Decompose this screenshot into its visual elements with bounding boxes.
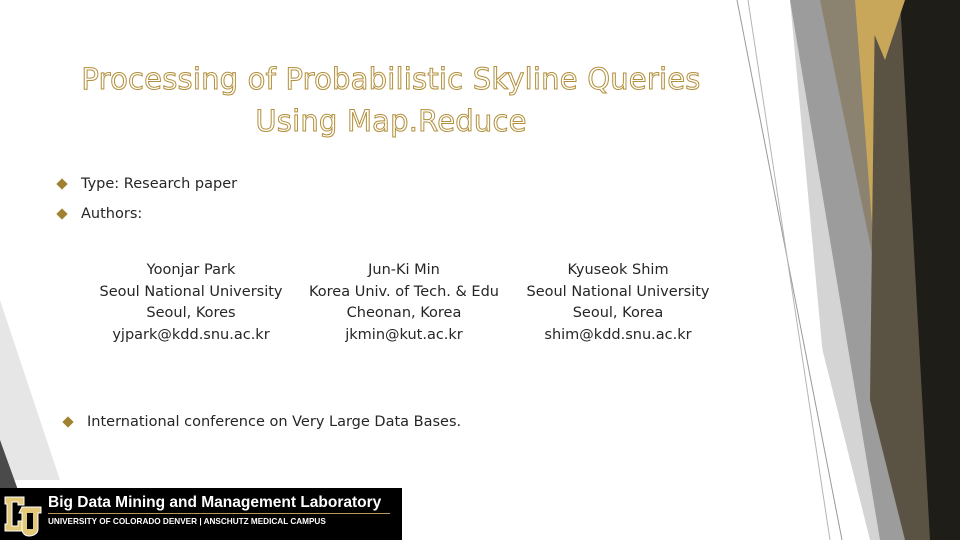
- author-location: Seoul, Kores: [146, 305, 236, 321]
- cu-logo-icon: [2, 491, 44, 537]
- author-block: [503, 260, 733, 346]
- author-affiliation: Korea Univ. of Tech. & Edu: [309, 283, 499, 300]
- author-name: Jun-Ki Min: [368, 262, 440, 278]
- bullet-type: [58, 176, 237, 192]
- author-name: Yoonjar Park: [146, 262, 236, 278]
- author-affiliation: Seoul National University: [99, 283, 283, 300]
- author-block: [289, 260, 519, 346]
- university-name: UNIVERSITY OF COLORADO DENVER | ANSCHUTZ MEDICAL CAMPUS: [48, 517, 326, 526]
- author-block: [76, 260, 306, 346]
- bullet-authors: [58, 206, 142, 222]
- diamond-bullet-icon: [56, 178, 67, 189]
- slide-title: [40, 58, 742, 142]
- lab-logo-banner: [0, 488, 402, 540]
- title-line-2: Using Map.Reduce: [255, 104, 527, 138]
- author-email: shim@kdd.snu.ac.kr: [544, 326, 692, 343]
- author-location: Cheonan, Korea: [346, 305, 462, 321]
- left-gray-shard: [0, 300, 60, 480]
- bullet-authors-text: Authors:: [81, 206, 143, 222]
- diamond-bullet-icon: [56, 208, 67, 219]
- author-name: Kyuseok Shim: [567, 262, 669, 278]
- author-location: Seoul, Korea: [572, 305, 664, 321]
- author-email: jkmin@kut.ac.kr: [345, 326, 463, 343]
- bullet-venue: [64, 414, 461, 430]
- author-affiliation: Seoul National University: [526, 283, 710, 300]
- lab-divider: [48, 513, 390, 514]
- diamond-bullet-icon: [62, 416, 73, 427]
- lab-name: Big Data Mining and Management Laboratory: [48, 494, 382, 511]
- author-email: yjpark@kdd.snu.ac.kr: [112, 326, 270, 343]
- bullet-type-text: Type: Research paper: [81, 176, 238, 192]
- bullet-venue-text: International conference on Very Large Data Bases.: [87, 414, 462, 430]
- title-line-1: Processing of Probabilistic Skyline Queries: [81, 62, 701, 96]
